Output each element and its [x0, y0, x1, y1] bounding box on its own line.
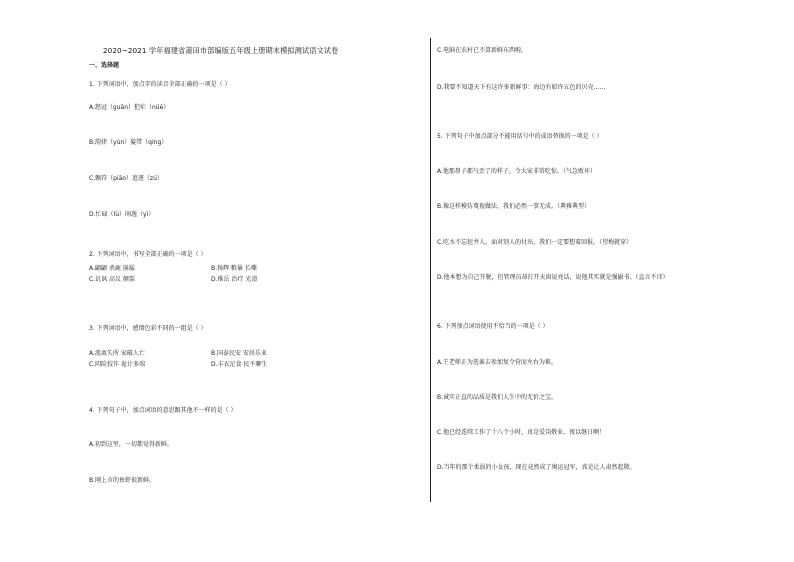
q6-option-b: B.诚实正直的品质是我们人生中的无价之宝。: [437, 394, 558, 401]
q6-option-d: D.当年的那个柔弱的小女孩，现在竟然成了奥运冠军，真是让人肃然起敬。: [437, 464, 636, 471]
q6-option-a: A.王老师正为选谁去参加复令营而左右为难。: [437, 359, 557, 366]
q4-option-d: D.我要不知道天下有这许多新鲜事：海边有如许五色的贝壳……: [437, 84, 606, 91]
q4-option-a: A.初到这里，一切都觉得新鲜。: [89, 441, 173, 448]
section-heading: 一、选择题: [89, 62, 120, 69]
q5-option-d: D.他本想为自己开脱，但管理员却打开天窗说亮话，说他其实就是强偷书。（直言不讳）: [437, 274, 669, 281]
column-divider: [430, 38, 431, 502]
q2-option-d: D.推岳 治疗 光滑: [211, 276, 258, 283]
q2-option-c: C.讥讽 高议 颠裂: [89, 276, 135, 283]
q3-option-b: B.国泰民安 安居乐业: [211, 350, 267, 357]
q1-option-c: C.飘符（piāo）追逐（zú）: [89, 175, 163, 182]
question-1: 1. 下列词语中，加点字的读音全部正确的一项是（ ）: [89, 81, 231, 88]
q5-option-c: C.吃水不忘挖井人，面对别人的付出，我们一定要想着回报。（望梅就穿）: [437, 239, 633, 246]
q5-option-a: A.他那鼻子都气歪了的样子，令大家非常吃惊。（气急败坏）: [437, 168, 596, 175]
q1-option-b: B.韵律（yùn）髮带（qíng）: [89, 139, 168, 146]
q6-option-c: C.他已经连续工作了十八个小时，真是爱岗敬业、夜以继日啊！: [437, 429, 606, 436]
q5-option-b: B.像这样模仿蔑视做法，我们必然一事无成。（典雅典型）: [437, 203, 591, 210]
q3-option-d: D.丰衣足食 民不聊生: [211, 361, 268, 368]
q3-option-a: A.流离失所 家破人亡: [89, 350, 145, 357]
q4-option-c: C.电脑在农村已不算新鲜东西啦。: [437, 47, 528, 54]
q1-option-d: D.忙碌（lù）闲逸（yì）: [89, 211, 155, 218]
question-6: 6. 下列加点词语使用不恰当的一项是（ ）: [437, 323, 549, 330]
question-2: 2. 下列词语中，书写全部正确的一项是（ ）: [89, 251, 207, 258]
question-4: 4. 下列句子中，加点词语的意思跟其他不一样的是（ ）: [89, 407, 237, 414]
q2-option-a: A.翩翩 杀鹿 崩漏: [89, 265, 135, 272]
q3-option-c: C.阴险狡诈 诡计多端: [89, 361, 146, 368]
q4-option-b: B.刚上市的鱼虾很新鲜。: [89, 477, 156, 484]
page-title: 2020~2021 学年福建省莆田市部编版五年级上册期末模拟测试语文试卷: [103, 46, 339, 55]
question-3: 3. 下列词语中，感情色彩不同的一组是（ ）: [89, 325, 207, 332]
question-5: 5. 下列句子中加点部分不能用括号中的成语替换的一项是（ ）: [437, 133, 603, 140]
q2-option-b: B.扬辉 粮暴 长嘶: [211, 265, 257, 272]
q1-option-a: A.怒冠（guān）犯疟（nüè）: [89, 104, 170, 111]
